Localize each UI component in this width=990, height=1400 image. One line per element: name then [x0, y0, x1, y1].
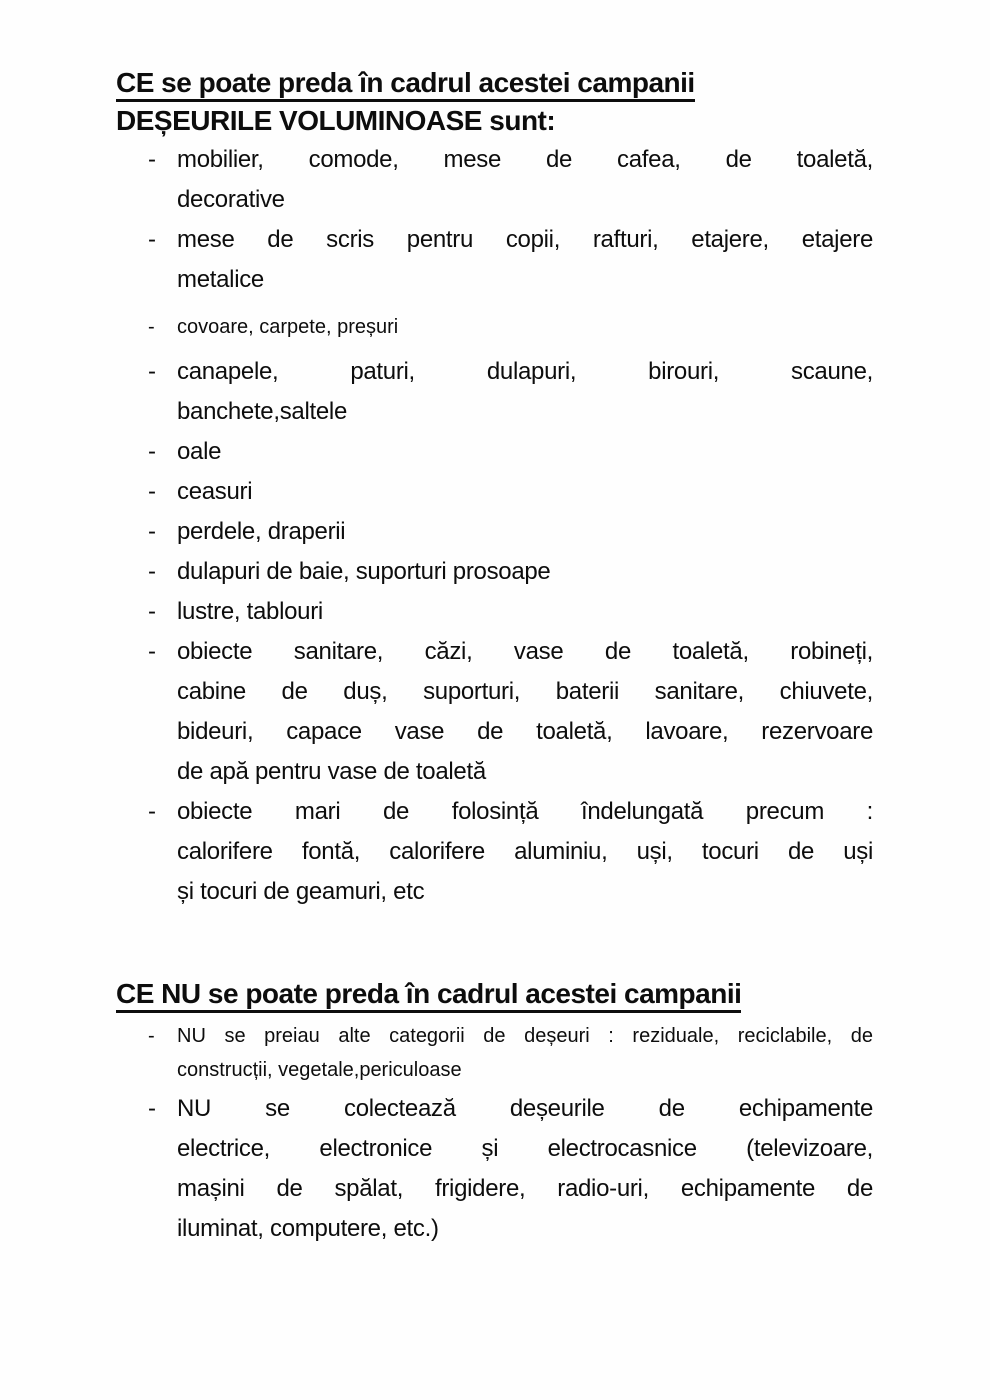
- section-heading-allowed: [116, 64, 888, 102]
- list-item: [148, 592, 888, 632]
- list-item: [148, 310, 888, 344]
- section-heading-not-allowed: [116, 975, 888, 1013]
- text-line: mese de scris pentru copii, rafturi, etajere, etajere: [177, 226, 873, 253]
- list-item: [148, 792, 888, 912]
- bullet-dash: -: [148, 358, 156, 385]
- list-item: [148, 1019, 888, 1087]
- bullet-dash: -: [148, 518, 156, 545]
- bullet-dash: -: [148, 1095, 156, 1122]
- text-line: covoare, carpete, preșuri: [177, 316, 399, 338]
- text-line: canapele, paturi, dulapuri, birouri, scaune,: [177, 358, 873, 385]
- bullet-text: [177, 472, 873, 512]
- text-line: de apă pentru vase de toaletă: [177, 758, 486, 785]
- text-line: dulapuri de baie, suporturi prosoape: [177, 558, 551, 585]
- text-line: construcții, vegetale,periculoase: [177, 1059, 462, 1081]
- bullet-text: [177, 792, 873, 912]
- text-line: și tocuri de geamuri, etc: [177, 878, 425, 905]
- list-item: [148, 352, 888, 432]
- text-line: electrice, electronice și electrocasnice (televizoare,: [177, 1135, 873, 1162]
- text-line: oale: [177, 438, 222, 465]
- bullet-text: [177, 1089, 873, 1249]
- allowed-items-list: [116, 140, 888, 912]
- bullet-dash: -: [148, 316, 155, 338]
- text-line: mobilier, comode, mese de cafea, de toaletă,: [177, 146, 873, 173]
- text-line: obiecte sanitare, căzi, vase de toaletă, robineți,: [177, 638, 873, 665]
- bullet-text: [177, 552, 873, 592]
- list-item: [148, 432, 888, 472]
- list-item: [148, 512, 888, 552]
- section-allowed-items: [116, 64, 888, 912]
- bullet-text: [177, 310, 873, 344]
- text-line: mașini de spălat, frigidere, radio-uri, echipamente de: [177, 1175, 873, 1202]
- text-line: bideuri, capace vase de toaletă, lavoare, rezervoare: [177, 718, 873, 745]
- section-subheading-bulky-waste: DEȘEURILE VOLUMINOASE sunt:: [116, 105, 556, 136]
- bullet-text: [177, 512, 873, 552]
- text-line: perdele, draperii: [177, 518, 346, 545]
- bullet-dash: -: [148, 1025, 155, 1047]
- bullet-text: [177, 592, 873, 632]
- bullet-text: [177, 632, 873, 792]
- text-line: ceasuri: [177, 478, 253, 505]
- bullet-dash: -: [148, 438, 156, 465]
- text-line: decorative: [177, 186, 285, 213]
- heading-underlined-text: CE se poate preda în cadrul acestei campanii: [116, 67, 695, 102]
- text-line: iluminat, computere, etc.): [177, 1215, 439, 1242]
- text-line: banchete,saltele: [177, 398, 347, 425]
- text-line: lustre, tablouri: [177, 598, 323, 625]
- list-item: [148, 220, 888, 300]
- list-item: [148, 552, 888, 592]
- section-not-allowed-items: [116, 975, 888, 1249]
- bullet-dash: -: [148, 478, 156, 505]
- list-item: [148, 140, 888, 220]
- list-item: [148, 1089, 888, 1249]
- text-line: metalice: [177, 266, 264, 293]
- bullet-dash: -: [148, 146, 156, 173]
- heading-underlined-text: CE NU se poate preda în cadrul acestei campanii: [116, 978, 741, 1013]
- bullet-dash: -: [148, 798, 156, 825]
- bullet-dash: -: [148, 598, 156, 625]
- text-line: cabine de duș, suporturi, baterii sanitare, chiuvete,: [177, 678, 873, 705]
- bullet-dash: -: [148, 226, 156, 253]
- text-line: NU se colectează deșeurile de echipamente: [177, 1095, 873, 1122]
- bullet-text: [177, 1019, 873, 1087]
- bullet-text: [177, 352, 873, 432]
- bullet-text: [177, 220, 873, 300]
- text-line: obiecte mari de folosință îndelungată precum :: [177, 798, 873, 825]
- bullet-dash: -: [148, 638, 156, 665]
- bullet-text: [177, 140, 873, 220]
- bullet-dash: -: [148, 558, 156, 585]
- text-line: calorifere fontă, calorifere aluminiu, uși, tocuri de uși: [177, 838, 873, 865]
- list-item: [148, 472, 888, 512]
- text-line: NU se preiau alte categorii de deșeuri : reziduale, reciclabile, de: [177, 1025, 873, 1047]
- list-item: [148, 632, 888, 792]
- bullet-text: [177, 432, 873, 472]
- not-allowed-items-list: [116, 1019, 888, 1249]
